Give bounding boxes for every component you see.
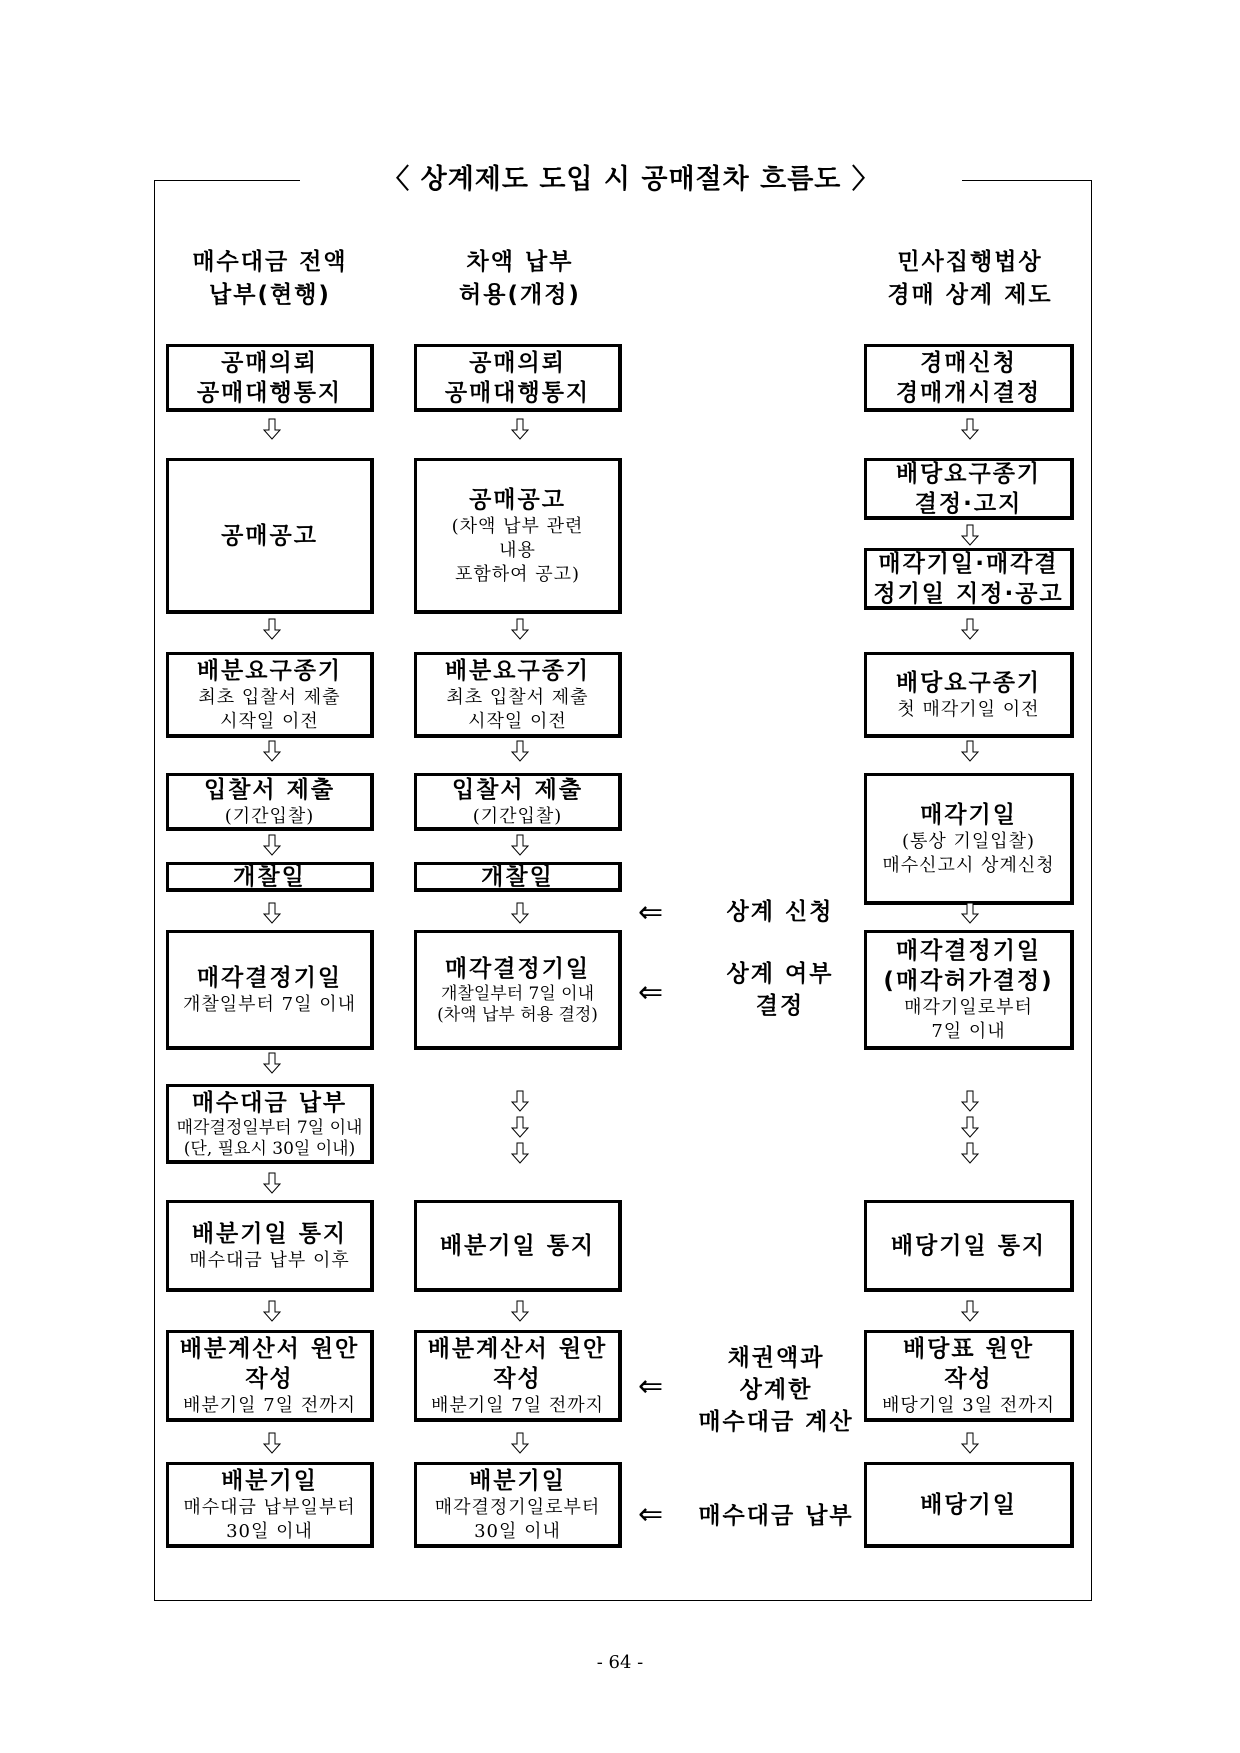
revised-step-box	[414, 862, 622, 892]
down-arrow-icon	[510, 1116, 530, 1138]
down-arrow-icon	[510, 1142, 530, 1164]
down-arrow-icon	[262, 418, 282, 440]
current-step-box	[166, 1200, 374, 1292]
step-title: 매수대금 납부	[191, 1089, 348, 1116]
down-arrow-icon	[510, 740, 530, 762]
step-title: 배분요구종기	[444, 657, 591, 684]
down-arrow-icon	[262, 1300, 282, 1322]
step-title: 작성	[245, 1365, 294, 1392]
current-step-box	[166, 652, 374, 738]
current-step-box	[166, 773, 374, 831]
step-detail: 배분기일 7일 전까지	[431, 1394, 604, 1416]
revised-step-box	[414, 1462, 622, 1548]
current-step-box	[166, 1330, 374, 1422]
down-arrow-icon	[510, 1432, 530, 1454]
column-header-revised	[420, 246, 620, 312]
step-title: 입찰서 제출	[451, 776, 584, 803]
step-title: 배분요구종기	[196, 657, 343, 684]
down-arrow-icon	[510, 1090, 530, 1112]
down-arrow-icon	[510, 834, 530, 856]
step-title: 배분계산서 원안	[427, 1335, 608, 1362]
down-arrow-icon	[960, 524, 980, 546]
current-step-box	[166, 1084, 374, 1164]
down-arrow-icon	[960, 1142, 980, 1164]
step-detail: 최초 입찰서 제출	[446, 686, 589, 708]
offset-decision-label	[700, 958, 860, 1022]
offset-request-label: 상계 신청	[726, 899, 834, 925]
left-arrow-icon: ⇐	[638, 895, 664, 930]
frame-top-left-line	[154, 180, 300, 181]
step-detail: 배분기일 7일 전까지	[183, 1394, 356, 1416]
step-title: 배당요구종기	[895, 460, 1042, 487]
step-detail: 최초 입찰서 제출	[198, 686, 341, 708]
step-detail: (차액 납부 허용 결정)	[437, 1004, 598, 1025]
down-arrow-icon	[960, 618, 980, 640]
label-line: 상계한	[739, 1377, 813, 1403]
step-title: 공매의뢰	[469, 349, 566, 376]
step-title: 배분기일 통지	[191, 1220, 348, 1247]
step-title: 공매의뢰	[221, 349, 318, 376]
civil-step-box	[864, 1330, 1074, 1422]
step-title: 배당표 원안	[902, 1335, 1035, 1362]
label-line: 채권액과	[727, 1345, 825, 1371]
revised-step-box	[414, 1200, 622, 1292]
down-arrow-icon	[262, 1172, 282, 1194]
step-title: 배당기일	[920, 1491, 1017, 1518]
column-header-line: 민사집행법상	[897, 249, 1043, 275]
down-arrow-icon	[960, 1300, 980, 1322]
step-detail: 30일 이내	[474, 1520, 561, 1542]
step-detail: (단, 필요시 30일 이내)	[183, 1138, 356, 1159]
step-detail: 매각결정일부터 7일 이내	[176, 1117, 363, 1138]
step-detail: 개찰일부터 7일 이내	[183, 993, 356, 1015]
step-detail: 배당기일 3일 전까지	[882, 1394, 1055, 1416]
step-title: 배분기일 통지	[439, 1232, 596, 1259]
step-title: 경매신청	[920, 349, 1017, 376]
step-title: 공매공고	[221, 522, 318, 549]
down-arrow-icon	[262, 902, 282, 924]
column-header-line: 매수대금 전액	[192, 249, 348, 275]
step-title: 공매대행통지	[196, 379, 343, 406]
current-step-box	[166, 1462, 374, 1548]
down-arrow-icon	[262, 1052, 282, 1074]
step-detail: 매수대금 납부 이후	[189, 1249, 350, 1271]
civil-step-box	[864, 1200, 1074, 1292]
step-detail: 시작일 이전	[220, 710, 319, 732]
down-arrow-icon	[960, 1116, 980, 1138]
step-title: 경매개시결정	[895, 379, 1042, 406]
step-detail: 개찰일부터 7일 이내	[441, 983, 594, 1004]
column-header-civil	[860, 246, 1080, 312]
civil-step-box	[864, 458, 1074, 520]
revised-step-box	[414, 773, 622, 831]
step-title: 배분기일	[221, 1467, 318, 1494]
payment-label: 매수대금 납부	[698, 1503, 854, 1529]
civil-step-box	[864, 652, 1074, 738]
step-title: 매각결정기일	[196, 964, 343, 991]
revised-step-box	[414, 652, 622, 738]
step-title: (매각허가결정)	[883, 967, 1054, 994]
down-arrow-icon	[510, 902, 530, 924]
step-title: 개찰일	[481, 863, 554, 890]
civil-step-box	[864, 548, 1074, 610]
current-step-box	[166, 930, 374, 1050]
down-arrow-icon	[510, 1300, 530, 1322]
step-detail: 매각결정기일로부터	[434, 1496, 601, 1518]
revised-step-box	[414, 930, 622, 1050]
label-line: 결정	[755, 993, 805, 1019]
step-detail: (기간입찰)	[224, 805, 315, 827]
step-title: 매각결정기일	[895, 937, 1042, 964]
civil-step-box	[864, 773, 1074, 905]
revised-step-box	[414, 344, 622, 412]
left-arrow-icon: ⇐	[638, 1369, 664, 1404]
step-title: 공매공고	[469, 486, 566, 513]
step-title: 매각기일·매각결	[878, 550, 1059, 577]
step-title: 배분계산서 원안	[179, 1335, 360, 1362]
step-title: 작성	[493, 1365, 542, 1392]
step-detail: 포함하여 공고)	[454, 563, 581, 585]
civil-step-box	[864, 930, 1074, 1050]
down-arrow-icon	[510, 418, 530, 440]
column-header-line: 허용(개정)	[459, 282, 581, 308]
step-detail: 시작일 이전	[468, 710, 567, 732]
column-header-current	[170, 246, 370, 312]
step-detail: (차액 납부 관련	[451, 515, 584, 537]
page-number: - 64 -	[596, 1652, 644, 1673]
step-title: 배분기일	[469, 1467, 566, 1494]
step-title: 배당요구종기	[895, 669, 1042, 696]
down-arrow-icon	[262, 740, 282, 762]
revised-step-box	[414, 1330, 622, 1422]
down-arrow-icon	[960, 1432, 980, 1454]
revised-step-box	[414, 458, 622, 614]
frame-top-right-line	[962, 180, 1091, 181]
down-arrow-icon	[262, 834, 282, 856]
step-title: 매각기일	[920, 801, 1017, 828]
step-detail: 매각기일로부터	[904, 996, 1033, 1018]
down-arrow-icon	[960, 740, 980, 762]
column-header-line: 납부(현행)	[209, 282, 331, 308]
column-header-line: 경매 상계 제도	[887, 282, 1053, 308]
down-arrow-icon	[262, 1432, 282, 1454]
step-detail: 매수대금 납부일부터	[183, 1496, 356, 1518]
step-detail: (기간입찰)	[472, 805, 563, 827]
current-step-box	[166, 862, 374, 892]
step-detail: (통상 기일입찰)	[901, 830, 1036, 852]
step-title: 개찰일	[233, 863, 306, 890]
label-line: 상계 여부	[726, 961, 834, 987]
step-title: 배당기일 통지	[890, 1232, 1047, 1259]
step-detail: 7일 이내	[931, 1020, 1006, 1042]
left-arrow-icon: ⇐	[638, 975, 664, 1010]
civil-step-box	[864, 1462, 1074, 1548]
down-arrow-icon	[960, 902, 980, 924]
calc-label	[686, 1342, 866, 1438]
label-line: 매수대금 계산	[698, 1409, 854, 1435]
down-arrow-icon	[510, 618, 530, 640]
step-detail: 30일 이내	[226, 1520, 313, 1542]
step-title: 작성	[944, 1365, 993, 1392]
column-header-line: 차액 납부	[466, 249, 574, 275]
step-title: 공매대행통지	[444, 379, 591, 406]
current-step-box	[166, 458, 374, 614]
step-detail: 첫 매각기일 이전	[897, 698, 1040, 720]
left-arrow-icon: ⇐	[638, 1497, 664, 1532]
step-detail: 내용	[499, 539, 536, 561]
down-arrow-icon	[960, 418, 980, 440]
step-title: 입찰서 제출	[203, 776, 336, 803]
step-title: 결정·고지	[914, 490, 1023, 517]
step-title: 매각결정기일	[444, 955, 591, 982]
current-step-box	[166, 344, 374, 412]
step-detail: 매수신고시 상계신청	[882, 854, 1055, 876]
civil-step-box	[864, 344, 1074, 412]
diagram-title: 〈 상계제도 도입 시 공매절차 흐름도 〉	[382, 164, 880, 195]
down-arrow-icon	[262, 618, 282, 640]
down-arrow-icon	[960, 1090, 980, 1112]
step-title: 정기일 지정·공고	[873, 580, 1064, 607]
